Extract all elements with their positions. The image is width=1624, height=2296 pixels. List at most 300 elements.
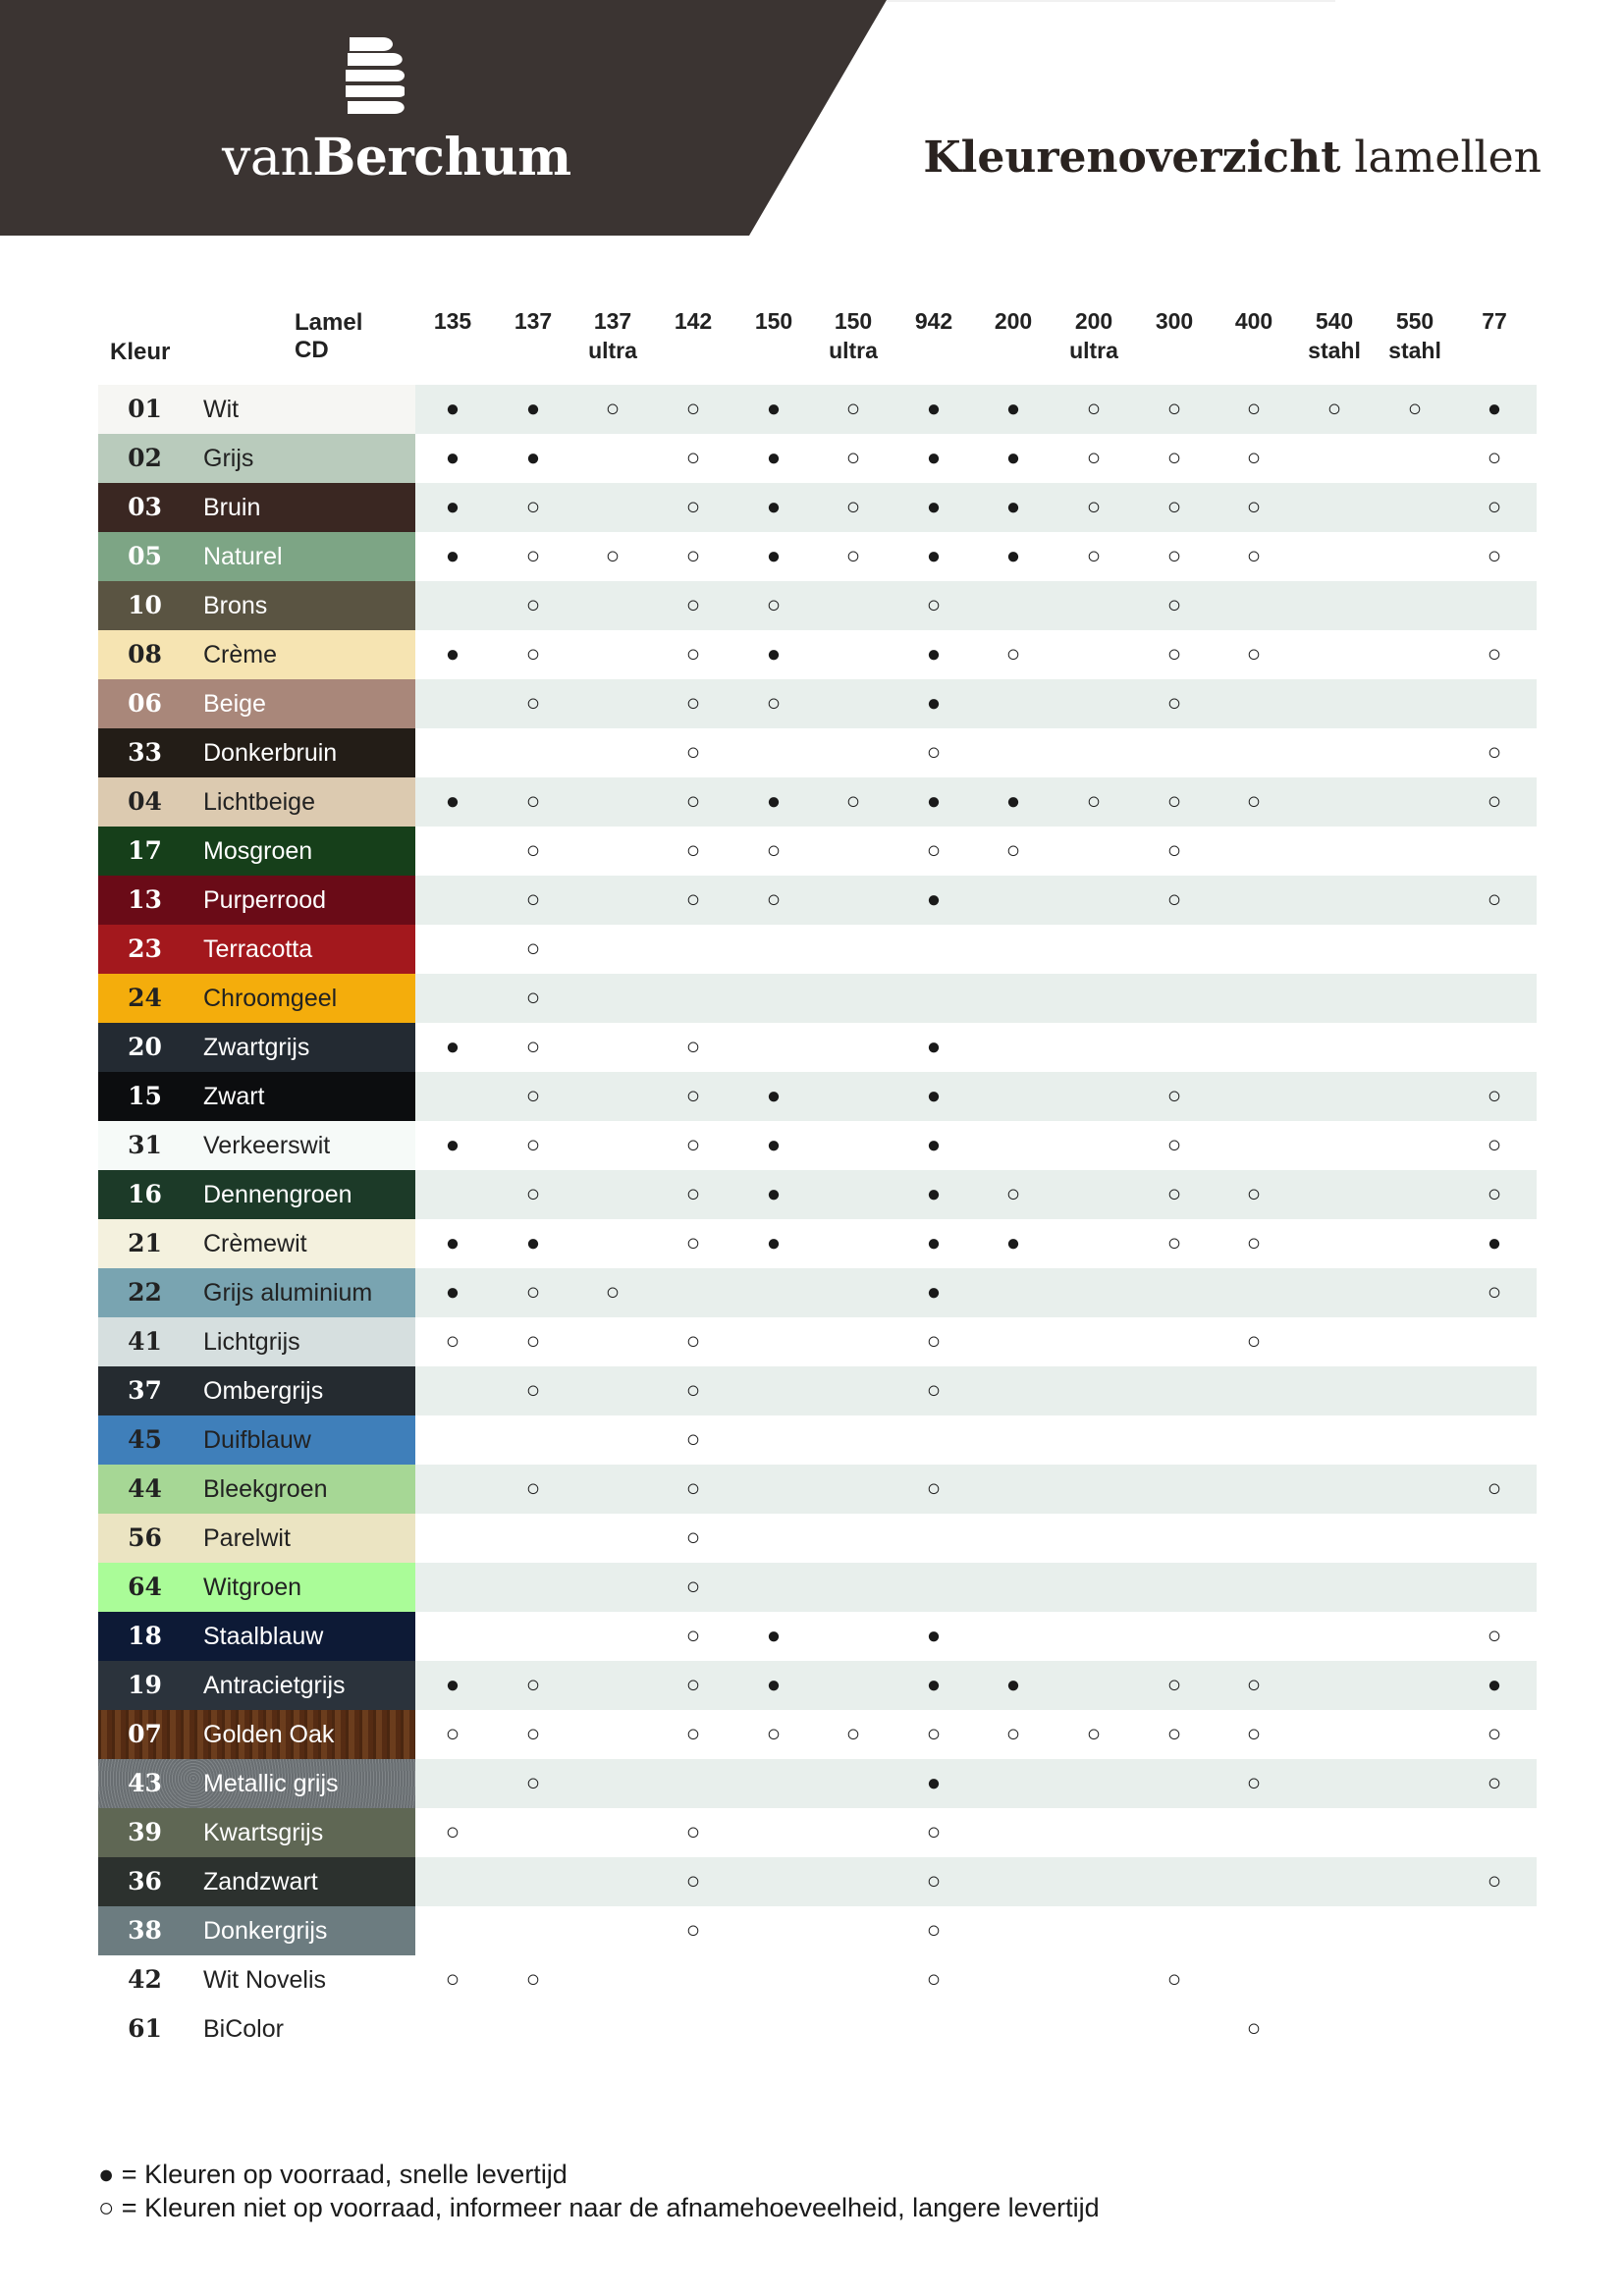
- in-stock-dot-icon: ●: [445, 1672, 460, 1698]
- not-in-stock-circle-icon: ○: [525, 1083, 541, 1109]
- not-in-stock-circle-icon: ○: [1246, 543, 1262, 569]
- kleur-column-header: Kleur: [110, 339, 171, 365]
- not-in-stock-circle-icon: ○: [525, 935, 541, 962]
- not-in-stock-circle-icon: ○: [926, 1917, 942, 1944]
- not-in-stock-circle-icon: ○: [685, 641, 701, 667]
- column-header-4: [654, 306, 732, 336]
- column-header-number: 150: [834, 308, 873, 334]
- table-row: [98, 1366, 1537, 1415]
- column-header-number: 200: [994, 308, 1033, 334]
- color-swatch: [98, 1661, 415, 1710]
- column-header-number: 540: [1315, 308, 1354, 334]
- color-name: Wit Novelis: [203, 1966, 327, 1994]
- in-stock-dot-icon: ●: [926, 1279, 942, 1306]
- table-row: [98, 876, 1537, 925]
- in-stock-dot-icon: ●: [525, 445, 541, 471]
- in-stock-dot-icon: ●: [926, 1770, 942, 1796]
- color-swatch: [98, 1317, 415, 1366]
- not-in-stock-circle-icon: ○: [1166, 592, 1182, 618]
- not-in-stock-circle-icon: ○: [685, 886, 701, 913]
- color-code: 20: [128, 1033, 162, 1061]
- not-in-stock-circle-icon: ○: [1166, 1132, 1182, 1158]
- not-in-stock-circle-icon: ○: [1246, 1328, 1262, 1355]
- not-in-stock-circle-icon: ○: [1005, 837, 1021, 864]
- not-in-stock-circle-icon: ○: [766, 690, 782, 717]
- table-row: [98, 1759, 1537, 1808]
- not-in-stock-circle-icon: ○: [525, 886, 541, 913]
- not-in-stock-circle-icon: ○: [1005, 1721, 1021, 1747]
- not-in-stock-circle-icon: ○: [845, 396, 861, 422]
- not-in-stock-circle-icon: ○: [685, 1426, 701, 1453]
- color-swatch: [98, 1710, 415, 1759]
- color-name: Lichtbeige: [203, 788, 315, 816]
- column-header-3: [573, 306, 652, 365]
- color-code: 16: [128, 1180, 162, 1208]
- in-stock-dot-icon: ●: [445, 1132, 460, 1158]
- color-name: Crèmewit: [203, 1230, 307, 1257]
- color-swatch: [98, 2004, 415, 2054]
- header-banner: [0, 0, 1624, 236]
- not-in-stock-circle-icon: ○: [1487, 788, 1502, 815]
- not-in-stock-circle-icon: ○: [926, 1819, 942, 1845]
- color-name: Duifblauw: [203, 1426, 311, 1454]
- color-swatch: [98, 728, 415, 777]
- color-code: 04: [128, 787, 162, 816]
- in-stock-dot-icon: ●: [766, 1132, 782, 1158]
- not-in-stock-circle-icon: ○: [1487, 543, 1502, 569]
- color-code: 19: [128, 1671, 162, 1699]
- in-stock-dot-icon: ●: [926, 1672, 942, 1698]
- table-row: [98, 385, 1537, 434]
- color-code: 03: [128, 493, 162, 521]
- not-in-stock-circle-icon: ○: [685, 1819, 701, 1845]
- column-header-suffix: stahl: [1388, 338, 1441, 363]
- in-stock-dot-icon: ●: [926, 886, 942, 913]
- not-in-stock-circle-icon: ○: [1487, 1623, 1502, 1649]
- color-swatch: [98, 1612, 415, 1661]
- not-in-stock-circle-icon: ○: [1246, 1721, 1262, 1747]
- color-code: 41: [128, 1327, 162, 1356]
- column-header-number: 400: [1234, 308, 1273, 334]
- table-row: [98, 581, 1537, 630]
- color-swatch: [98, 1808, 415, 1857]
- color-name: Wit: [203, 396, 240, 423]
- not-in-stock-circle-icon: ○: [845, 494, 861, 520]
- not-in-stock-circle-icon: ○: [1487, 494, 1502, 520]
- not-in-stock-circle-icon: ○: [1166, 788, 1182, 815]
- in-stock-dot-icon: ●: [766, 1672, 782, 1698]
- color-name: Verkeerswit: [203, 1132, 331, 1159]
- not-in-stock-circle-icon: ○: [525, 1377, 541, 1404]
- color-code: 33: [128, 738, 162, 767]
- color-code: 56: [128, 1523, 162, 1552]
- not-in-stock-circle-icon: ○: [1246, 1230, 1262, 1256]
- color-swatch: [98, 581, 415, 630]
- column-header-9: [1055, 306, 1133, 365]
- color-name: Naturel: [203, 543, 283, 570]
- in-stock-dot-icon: ●: [926, 1132, 942, 1158]
- in-stock-dot-icon: ●: [1487, 1230, 1502, 1256]
- color-swatch: [98, 827, 415, 876]
- not-in-stock-circle-icon: ○: [685, 1377, 701, 1404]
- in-stock-dot-icon: ●: [1487, 396, 1502, 422]
- not-in-stock-circle-icon: ○: [1166, 1181, 1182, 1207]
- color-swatch: [98, 974, 415, 1023]
- not-in-stock-circle-icon: ○: [1166, 641, 1182, 667]
- column-header-suffix: stahl: [1308, 338, 1361, 363]
- not-in-stock-circle-icon: ○: [685, 739, 701, 766]
- column-header-suffix: ultra: [1069, 338, 1118, 363]
- not-in-stock-circle-icon: ○: [926, 1868, 942, 1895]
- color-code: 37: [128, 1376, 162, 1405]
- not-in-stock-circle-icon: ○: [926, 837, 942, 864]
- not-in-stock-circle-icon: ○: [605, 543, 621, 569]
- table-row: [98, 777, 1537, 827]
- not-in-stock-circle-icon: ○: [926, 592, 942, 618]
- in-stock-dot-icon: ●: [445, 641, 460, 667]
- color-name: Grijs aluminium: [203, 1279, 373, 1307]
- in-stock-dot-icon: ●: [1005, 1672, 1021, 1698]
- not-in-stock-circle-icon: ○: [845, 543, 861, 569]
- color-code: 39: [128, 1818, 162, 1846]
- not-in-stock-circle-icon: ○: [1487, 1770, 1502, 1796]
- not-in-stock-circle-icon: ○: [525, 1770, 541, 1796]
- color-swatch: [98, 532, 415, 581]
- lamel-cd-header: Lamel CD: [295, 309, 363, 363]
- not-in-stock-circle-icon: ○: [685, 1721, 701, 1747]
- not-in-stock-circle-icon: ○: [1166, 690, 1182, 717]
- table-row: [98, 532, 1537, 581]
- table-row: [98, 1268, 1537, 1317]
- not-in-stock-circle-icon: ○: [685, 396, 701, 422]
- color-swatch: [98, 1415, 415, 1465]
- van-berchum-logo-icon: [344, 37, 405, 118]
- not-in-stock-circle-icon: ○: [525, 1181, 541, 1207]
- color-name: Kwartsgrijs: [203, 1819, 324, 1846]
- color-code: 31: [128, 1131, 162, 1159]
- color-swatch: [98, 1563, 415, 1612]
- table-row: [98, 679, 1537, 728]
- not-in-stock-circle-icon: ○: [525, 1966, 541, 1993]
- column-header-number: 77: [1482, 308, 1507, 334]
- not-in-stock-circle-icon: ○: [1487, 886, 1502, 913]
- table-row: [98, 1808, 1537, 1857]
- color-code: 13: [128, 885, 162, 914]
- not-in-stock-circle-icon: ○: [685, 1034, 701, 1060]
- color-swatch: [98, 1906, 415, 1955]
- not-in-stock-circle-icon: ○: [685, 690, 701, 717]
- color-name: Zwartgrijs: [203, 1034, 310, 1061]
- table-row: [98, 974, 1537, 1023]
- not-in-stock-circle-icon: ○: [1086, 788, 1102, 815]
- not-in-stock-circle-icon: ○: [845, 788, 861, 815]
- not-in-stock-circle-icon: ○: [1246, 1181, 1262, 1207]
- in-stock-dot-icon: ●: [926, 641, 942, 667]
- color-name: BiColor: [203, 2015, 284, 2043]
- not-in-stock-circle-icon: ○: [1166, 396, 1182, 422]
- not-in-stock-circle-icon: ○: [525, 985, 541, 1011]
- in-stock-dot-icon: ●: [926, 788, 942, 815]
- in-stock-dot-icon: ●: [1005, 445, 1021, 471]
- in-stock-dot-icon: ●: [926, 1181, 942, 1207]
- color-swatch: [98, 1170, 415, 1219]
- color-code: 18: [128, 1622, 162, 1650]
- color-name: Purperrood: [203, 886, 327, 914]
- in-stock-dot-icon: ●: [1005, 396, 1021, 422]
- not-in-stock-circle-icon: ○: [1166, 1672, 1182, 1698]
- table-row: [98, 2004, 1537, 2054]
- table-row: [98, 1072, 1537, 1121]
- column-header-13: [1376, 306, 1454, 365]
- column-header-number: 300: [1155, 308, 1194, 334]
- not-in-stock-circle-icon: ○: [685, 1328, 701, 1355]
- color-swatch: [98, 630, 415, 679]
- table-row: [98, 1465, 1537, 1514]
- color-name: Golden Oak: [203, 1721, 335, 1748]
- not-in-stock-circle-icon: ○: [766, 886, 782, 913]
- color-swatch: [98, 679, 415, 728]
- table-row: [98, 1121, 1537, 1170]
- not-in-stock-circle-icon: ○: [685, 1475, 701, 1502]
- table-row: [98, 1710, 1537, 1759]
- table-row: [98, 827, 1537, 876]
- page-title-bold: Kleurenoverzicht: [923, 133, 1341, 183]
- in-stock-dot-icon: ●: [445, 494, 460, 520]
- not-in-stock-circle-icon: ○: [1166, 1721, 1182, 1747]
- brand-wordmark-light: van: [222, 129, 313, 187]
- color-name: Metallic grijs: [203, 1770, 339, 1797]
- in-stock-dot-icon: ●: [766, 1230, 782, 1256]
- not-in-stock-circle-icon: ○: [1487, 445, 1502, 471]
- color-name: Ombergrijs: [203, 1377, 324, 1405]
- color-code: 44: [128, 1474, 162, 1503]
- column-header-1: [413, 306, 492, 336]
- table-row: [98, 1955, 1537, 2004]
- color-name: Lichtgrijs: [203, 1328, 300, 1356]
- in-stock-dot-icon: ●: [445, 396, 460, 422]
- not-in-stock-circle-icon: ○: [926, 1966, 942, 1993]
- table-row: [98, 1415, 1537, 1465]
- not-in-stock-circle-icon: ○: [1086, 494, 1102, 520]
- table-row: [98, 1023, 1537, 1072]
- in-stock-dot-icon: ●: [766, 788, 782, 815]
- color-name: Terracotta: [203, 935, 313, 963]
- color-name: Dennengroen: [203, 1181, 352, 1208]
- color-code: 64: [128, 1573, 162, 1601]
- not-in-stock-circle-icon: ○: [525, 1475, 541, 1502]
- color-swatch: [98, 1268, 415, 1317]
- not-in-stock-circle-icon: ○: [445, 1721, 460, 1747]
- not-in-stock-circle-icon: ○: [605, 396, 621, 422]
- in-stock-dot-icon: ●: [926, 1034, 942, 1060]
- page-title-regular: lamellen: [1340, 133, 1542, 183]
- color-code: 61: [128, 2014, 162, 2043]
- color-code: 45: [128, 1425, 162, 1454]
- not-in-stock-circle-icon: ○: [525, 1034, 541, 1060]
- not-in-stock-circle-icon: ○: [685, 1083, 701, 1109]
- in-stock-dot-icon: ●: [766, 445, 782, 471]
- table-row: [98, 925, 1537, 974]
- in-stock-dot-icon: ●: [926, 1230, 942, 1256]
- in-stock-dot-icon: ●: [766, 396, 782, 422]
- in-stock-dot-icon: ●: [766, 1623, 782, 1649]
- not-in-stock-circle-icon: ○: [766, 837, 782, 864]
- table-row: [98, 728, 1537, 777]
- table-row: [98, 1514, 1537, 1563]
- not-in-stock-circle-icon: ○: [1487, 1181, 1502, 1207]
- color-name: Parelwit: [203, 1524, 291, 1552]
- not-in-stock-circle-icon: ○: [926, 1377, 942, 1404]
- color-swatch: [98, 434, 415, 483]
- column-header-8: [974, 306, 1053, 336]
- color-name: Bruin: [203, 494, 261, 521]
- color-code: 43: [128, 1769, 162, 1797]
- not-in-stock-circle-icon: ○: [685, 1181, 701, 1207]
- color-swatch: [98, 1955, 415, 2004]
- not-in-stock-circle-icon: ○: [685, 1574, 701, 1600]
- not-in-stock-circle-icon: ○: [1487, 1132, 1502, 1158]
- not-in-stock-circle-icon: ○: [525, 788, 541, 815]
- not-in-stock-circle-icon: ○: [685, 445, 701, 471]
- color-name: Staalblauw: [203, 1623, 324, 1650]
- color-code: 08: [128, 640, 162, 668]
- color-swatch: [98, 1121, 415, 1170]
- not-in-stock-circle-icon: ○: [685, 1672, 701, 1698]
- column-header-suffix: ultra: [588, 338, 637, 363]
- not-in-stock-circle-icon: ○: [685, 1623, 701, 1649]
- not-in-stock-circle-icon: ○: [1246, 2015, 1262, 2042]
- color-code: 15: [128, 1082, 162, 1110]
- not-in-stock-circle-icon: ○: [1487, 1279, 1502, 1306]
- not-in-stock-circle-icon: ○: [1086, 543, 1102, 569]
- color-code: 22: [128, 1278, 162, 1307]
- not-in-stock-circle-icon: ○: [685, 788, 701, 815]
- in-stock-dot-icon: ●: [1005, 1230, 1021, 1256]
- not-in-stock-circle-icon: ○: [1166, 543, 1182, 569]
- column-header-suffix: ultra: [829, 338, 878, 363]
- in-stock-dot-icon: ●: [926, 445, 942, 471]
- in-stock-dot-icon: ●: [445, 1034, 460, 1060]
- column-header-11: [1215, 306, 1293, 336]
- in-stock-dot-icon: ●: [926, 494, 942, 520]
- header-band: [0, 0, 1624, 236]
- not-in-stock-circle-icon: ○: [1246, 1672, 1262, 1698]
- not-in-stock-circle-icon: ○: [926, 1721, 942, 1747]
- not-in-stock-circle-icon: ○: [1326, 396, 1342, 422]
- legend-not-in-stock: ○ = Kleuren niet op voorraad, informeer naar de afnamehoeveelheid, langere levertijd: [98, 2193, 1100, 2222]
- color-name: Antracietgrijs: [203, 1672, 346, 1699]
- not-in-stock-circle-icon: ○: [1086, 1721, 1102, 1747]
- not-in-stock-circle-icon: ○: [1005, 1181, 1021, 1207]
- color-code: 24: [128, 984, 162, 1012]
- in-stock-dot-icon: ●: [926, 1623, 942, 1649]
- in-stock-dot-icon: ●: [1487, 1672, 1502, 1698]
- color-swatch: [98, 1023, 415, 1072]
- color-code: 06: [128, 689, 162, 718]
- not-in-stock-circle-icon: ○: [1246, 445, 1262, 471]
- not-in-stock-circle-icon: ○: [1166, 445, 1182, 471]
- table-row: [98, 434, 1537, 483]
- in-stock-dot-icon: ●: [926, 543, 942, 569]
- not-in-stock-circle-icon: ○: [525, 837, 541, 864]
- in-stock-dot-icon: ●: [766, 641, 782, 667]
- not-in-stock-circle-icon: ○: [1487, 641, 1502, 667]
- not-in-stock-circle-icon: ○: [766, 592, 782, 618]
- color-swatch: [98, 1759, 415, 1808]
- in-stock-dot-icon: ●: [766, 494, 782, 520]
- not-in-stock-circle-icon: ○: [685, 837, 701, 864]
- not-in-stock-circle-icon: ○: [445, 1966, 460, 1993]
- color-swatch: [98, 1072, 415, 1121]
- color-code: 36: [128, 1867, 162, 1896]
- not-in-stock-circle-icon: ○: [685, 1230, 701, 1256]
- not-in-stock-circle-icon: ○: [685, 494, 701, 520]
- color-name: Chroomgeel: [203, 985, 338, 1012]
- not-in-stock-circle-icon: ○: [525, 641, 541, 667]
- color-code: 02: [128, 444, 162, 472]
- table-row: [98, 1612, 1537, 1661]
- not-in-stock-circle-icon: ○: [1487, 1475, 1502, 1502]
- column-header-10: [1135, 306, 1214, 336]
- in-stock-dot-icon: ●: [445, 1230, 460, 1256]
- color-swatch: [98, 1857, 415, 1906]
- in-stock-dot-icon: ●: [926, 396, 942, 422]
- not-in-stock-circle-icon: ○: [1487, 1721, 1502, 1747]
- table-row: [98, 1857, 1537, 1906]
- column-header-2: [494, 306, 572, 336]
- color-name: Beige: [203, 690, 266, 718]
- column-header-number: 942: [914, 308, 953, 334]
- color-swatch: [98, 876, 415, 925]
- not-in-stock-circle-icon: ○: [525, 1132, 541, 1158]
- not-in-stock-circle-icon: ○: [1487, 739, 1502, 766]
- not-in-stock-circle-icon: ○: [1166, 1083, 1182, 1109]
- color-code: 38: [128, 1916, 162, 1945]
- not-in-stock-circle-icon: ○: [845, 445, 861, 471]
- color-swatch: [98, 1366, 415, 1415]
- not-in-stock-circle-icon: ○: [1005, 641, 1021, 667]
- color-swatch: [98, 925, 415, 974]
- not-in-stock-circle-icon: ○: [1487, 1868, 1502, 1895]
- column-header-number: 142: [674, 308, 713, 334]
- not-in-stock-circle-icon: ○: [1246, 641, 1262, 667]
- in-stock-dot-icon: ●: [525, 396, 541, 422]
- column-header-6: [814, 306, 893, 365]
- column-header-12: [1295, 306, 1374, 365]
- color-name: Donkerbruin: [203, 739, 338, 767]
- column-header-number: 135: [433, 308, 472, 334]
- in-stock-dot-icon: ●: [926, 1083, 942, 1109]
- in-stock-dot-icon: ●: [1005, 788, 1021, 815]
- table-row: [98, 1219, 1537, 1268]
- not-in-stock-circle-icon: ○: [1166, 1230, 1182, 1256]
- not-in-stock-circle-icon: ○: [445, 1819, 460, 1845]
- color-name: Mosgroen: [203, 837, 313, 865]
- not-in-stock-circle-icon: ○: [445, 1328, 460, 1355]
- in-stock-dot-icon: ●: [525, 1230, 541, 1256]
- not-in-stock-circle-icon: ○: [685, 1917, 701, 1944]
- in-stock-dot-icon: ●: [445, 445, 460, 471]
- in-stock-dot-icon: ●: [766, 1083, 782, 1109]
- not-in-stock-circle-icon: ○: [926, 1328, 942, 1355]
- table-row: [98, 630, 1537, 679]
- color-name: Brons: [203, 592, 268, 619]
- column-header-5: [734, 306, 813, 336]
- in-stock-dot-icon: ●: [445, 1279, 460, 1306]
- not-in-stock-circle-icon: ○: [926, 1475, 942, 1502]
- color-swatch: [98, 1514, 415, 1563]
- color-name: Bleekgroen: [203, 1475, 328, 1503]
